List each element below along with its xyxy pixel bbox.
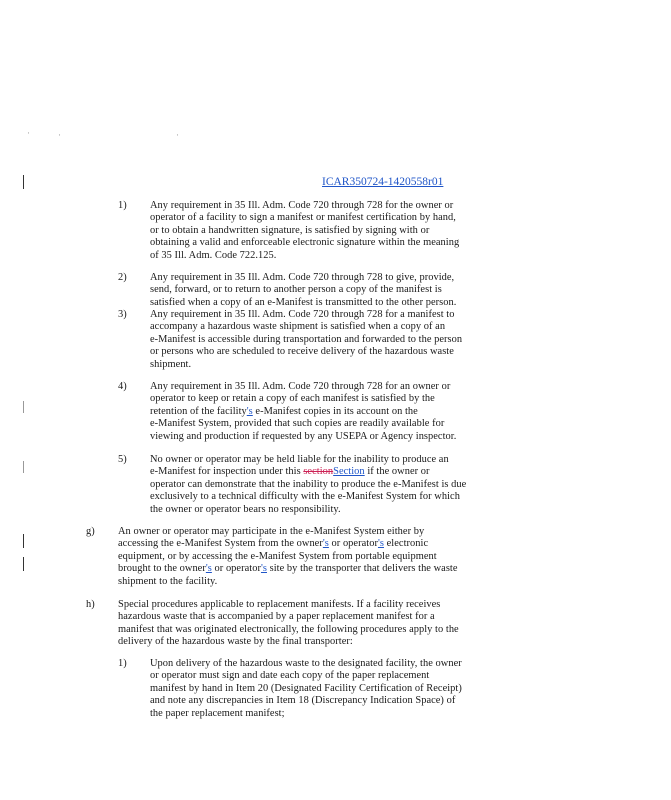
item-text: Any requirement in 35 Ill. Adm. Code 720 through 728 for the owner or operator of a facility to sign a manifest or manifest certification by hand, or to obtain a handwritten signature, is satisfied by signing with or obtaining a valid and enforceable electronic signature within the meaning of 35 Ill. Adm. Code 722.125.: [150, 200, 460, 261]
item-number: h): [86, 599, 95, 610]
inserted-mark: 's: [322, 538, 329, 550]
item-number: 2): [118, 272, 127, 283]
inserted-mark: 's: [246, 405, 253, 417]
item-number: 4): [118, 381, 127, 392]
scan-speck: ·: [27, 128, 30, 138]
item-number: 3): [118, 309, 127, 320]
item-text: Any requirement in 35 Ill. Adm. Code 720 through 728 to give, provide, send, forward, or to return to another person a copy of the manifest is satisfied when a copy of an e-Manifest is transmitted to the other person.: [150, 272, 457, 308]
scan-speck: ·: [58, 130, 61, 140]
deleted-text: section: [303, 466, 334, 478]
change-bar: [23, 401, 24, 413]
item-number: 1): [118, 200, 127, 211]
inserted-mark: 's: [260, 563, 267, 575]
document-id: ICAR350724-1420558r01: [322, 176, 444, 188]
item-text: An owner or operator may participate in the e-Manifest System either by accessing the e-Manifest System from the owner's or operator's electronic equipment, or by accessing the e-Manifest System from portable equipment brought to the owner's or operator's site by the transporter that delivers the waste shipment to the facility.: [118, 526, 458, 587]
item-number: g): [86, 526, 95, 537]
change-bar: [23, 175, 24, 189]
change-bar: [23, 557, 24, 571]
inserted-mark: 's: [205, 563, 212, 575]
change-bar: [23, 461, 24, 473]
scan-speck: ·: [176, 130, 179, 140]
change-bar: [23, 534, 24, 548]
inserted-text: Section: [333, 466, 365, 478]
item-text: Any requirement in 35 Ill. Adm. Code 720 through 728 for a manifest to accompany a hazardous waste shipment is satisfied when a copy of an e-Manifest is accessible during transportation and forwarded to the person or persons who are scheduled to receive delivery of the hazardous waste shipment.: [150, 309, 463, 370]
item-text: Upon delivery of the hazardous waste to the designated facility, the owner or operator must sign and date each copy of the paper replacement manifest by hand in Item 20 (Designated Facility Certification of Receipt) and note any discrepancies in Item 18 (Discrepancy Indication Space) of the paper replacement manifest;: [150, 658, 462, 719]
item-number: 5): [118, 454, 127, 465]
item-text: Any requirement in 35 Ill. Adm. Code 720 through 728 for an owner or operator to keep or retain a copy of each manifest is satisfied by the retention of the facility's e-Manifest copies in its account on the e-Manifest System, provided that such copies are readily available for viewing and production if requested by any USEPA or Agency inspector.: [150, 381, 457, 442]
inserted-mark: 's: [377, 538, 384, 550]
item-text: Special procedures applicable to replacement manifests. If a facility receives hazardous waste that is accompanied by a paper replacement manifest for a manifest that was originated electronically, the following procedures apply to the delivery of the hazardous waste by the final transporter:: [118, 599, 459, 648]
item-number: 1): [118, 658, 127, 669]
item-text: No owner or operator may be held liable for the inability to produce an e-Manifest for inspection under this sectionSection if the owner or operator can demonstrate that the inability to produce the e-Manifest is due exclusively to a technical difficulty with the e-Manifest System for which the owner or operator bears no responsibility.: [150, 454, 467, 515]
